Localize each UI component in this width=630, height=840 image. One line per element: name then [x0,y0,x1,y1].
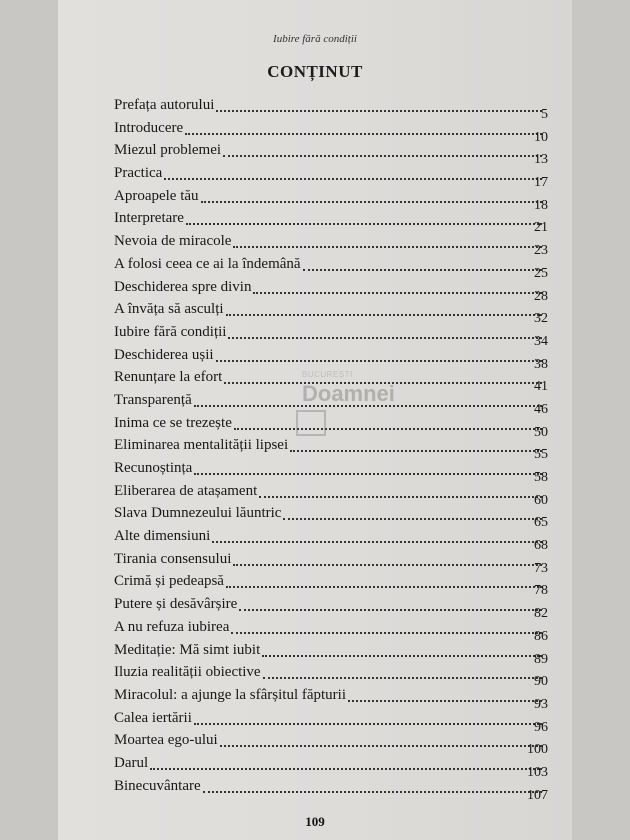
toc-dot-leader [150,768,542,770]
toc-entry-page: 103 [527,764,548,780]
toc-dot-leader [253,292,542,294]
toc-entry [114,777,548,803]
toc-entry-page: 21 [534,220,548,236]
toc-dot-leader [212,541,542,543]
toc-entry [114,550,548,576]
toc-dot-leader [348,700,542,702]
toc-entry [114,572,548,599]
toc-entry [114,618,548,644]
toc-dot-leader [239,609,542,611]
toc-entry-page: 17 [534,175,548,191]
toc-entry [114,164,548,191]
toc-dot-leader [290,450,542,452]
toc-entry-page: 18 [534,197,548,213]
toc-dot-leader [224,382,542,384]
toc-entry [114,595,548,622]
toc-entry-page: 34 [534,333,548,349]
toc-entry-page: 65 [534,515,548,531]
table-of-contents [114,96,548,803]
contents-title: CONȚINUT [267,62,363,81]
toc-dot-leader [194,723,542,725]
toc-entry [114,482,548,508]
toc-dot-leader [201,201,542,203]
toc-dot-leader [194,473,542,475]
toc-entry [114,391,548,417]
toc-entry [114,232,548,259]
toc-entry-title: A folosi ceea ce ai la îndemână [114,255,301,272]
toc-dot-leader [226,314,542,316]
toc-entry-title: A învăța să asculți [114,301,224,318]
watermark-text: BUCUREȘTI [302,370,353,379]
toc-dot-leader [216,110,542,112]
toc-entry-title: Prefața autorului [114,97,215,113]
toc-entry-page: 90 [534,674,548,690]
toc-dot-leader [223,155,542,157]
toc-entry-page: 28 [534,288,548,304]
toc-dot-leader [220,745,542,747]
toc-dot-leader [186,223,542,225]
toc-dot-leader [259,496,542,498]
toc-entry-page: 5 [541,107,548,122]
toc-entry [114,414,548,440]
toc-entry-page: 41 [534,379,548,395]
toc-entry-title: Putere și desăvârșire [114,596,238,613]
toc-dot-leader [185,133,542,135]
toc-entry-page: 86 [534,628,548,644]
toc-entry-title: Transparență [114,391,192,408]
toc-entry [114,527,548,554]
toc-entry-title: Moartea ego-ului [114,732,218,749]
watermark-brand: Doamnei [302,381,395,406]
toc-entry-page: 82 [534,606,548,622]
toc-entry-page: 10 [534,129,548,145]
toc-entry-page: 25 [534,265,548,281]
toc-dot-leader [194,405,542,407]
toc-dot-leader [228,337,542,339]
toc-entry [114,187,548,213]
toc-entry-title: Introducere [114,119,184,136]
toc-entry-page: 96 [534,719,548,735]
toc-entry-title: Meditație: Mă simt iubit [114,641,261,658]
toc-entry-page: 107 [527,787,548,803]
toc-entry-page: 23 [534,243,548,259]
toc-entry-title: Deschiderea spre divin [114,278,252,295]
toc-entry [114,209,548,236]
toc-dot-leader [231,632,542,634]
toc-entry [114,709,548,735]
toc-entry [114,278,548,304]
toc-entry-title: Miracolul: a ajunge la sfârșitul făpturii [114,686,347,703]
running-header: Iubire fără condiții [273,33,357,45]
toc-entry [114,300,548,327]
toc-entry [114,459,548,485]
toc-entry-page: 93 [534,696,548,712]
toc-entry-title: Eliminarea mentalității lipsei [114,437,289,454]
toc-dot-leader [203,791,542,793]
toc-entry-title: Renunțare la efort [114,369,223,386]
toc-entry-page: 73 [534,560,548,576]
toc-dot-leader [234,428,542,430]
toc-entry [114,141,548,168]
toc-entry-title: Recunoștința [114,460,193,476]
toc-entry [114,754,548,780]
toc-dot-leader [164,178,542,180]
toc-entry [114,731,548,758]
toc-entry-title: A nu refuza iubirea [114,618,230,635]
toc-entry-page: 13 [534,152,548,168]
toc-entry-title: Darul [114,754,149,771]
toc-dot-leader [216,360,542,362]
toc-dot-leader [263,677,542,679]
toc-entry [114,504,548,531]
toc-entry-title: Crimă și pedeapsă [114,573,224,590]
toc-entry [114,119,548,145]
toc-entry-title: Eliberarea de atașament [114,482,258,499]
toc-dot-leader [262,655,542,657]
toc-entry-page: 32 [534,311,548,327]
toc-entry [114,663,548,690]
toc-entry [114,96,548,122]
toc-entry-title: Alte dimensiuni [114,528,211,545]
toc-entry-title: Inima ce se trezește [114,414,232,431]
toc-entry-page: 46 [534,401,548,417]
toc-dot-leader [283,518,542,520]
toc-entry-title: Aproapele tău [114,187,199,204]
toc-entry-page: 50 [534,424,548,440]
toc-entry [114,323,548,349]
toc-entry-page: 78 [534,583,548,599]
toc-dot-leader [233,246,542,248]
toc-entry [114,641,548,667]
toc-entry-page: 38 [534,356,548,372]
toc-entry [114,346,548,372]
toc-entry-title: Slava Dumnezeului lăuntric [114,505,282,522]
toc-dot-leader [303,269,542,271]
toc-entry-title: Miezul problemei [114,142,222,159]
toc-entry [114,686,548,712]
toc-entry [114,255,548,281]
page-number: 109 [305,814,325,829]
book-page [58,0,572,840]
toc-entry-title: Nevoia de miracole [114,233,232,250]
toc-entry-page: 89 [534,651,548,667]
toc-entry-page: 100 [527,742,548,758]
toc-entry-title: Calea iertării [114,709,192,726]
toc-entry-title: Practica [114,165,163,182]
toc-entry-title: Iubire fără condiții [114,323,227,340]
toc-dot-leader [233,564,542,566]
toc-dot-leader [226,586,542,588]
toc-entry-page: 58 [534,470,548,485]
toc-entry-title: Iluzia realității obiective [114,664,261,681]
toc-entry-page: 55 [534,447,548,463]
toc-entry-page: 60 [534,492,548,508]
toc-entry-title: Tirania consensului [114,550,232,567]
toc-entry [114,436,548,463]
toc-entry-title: Interpretare [114,210,184,227]
toc-entry-title: Deschiderea ușii [114,346,214,363]
toc-entry-page: 68 [534,538,548,554]
toc-entry-title: Binecuvântare [114,777,201,794]
